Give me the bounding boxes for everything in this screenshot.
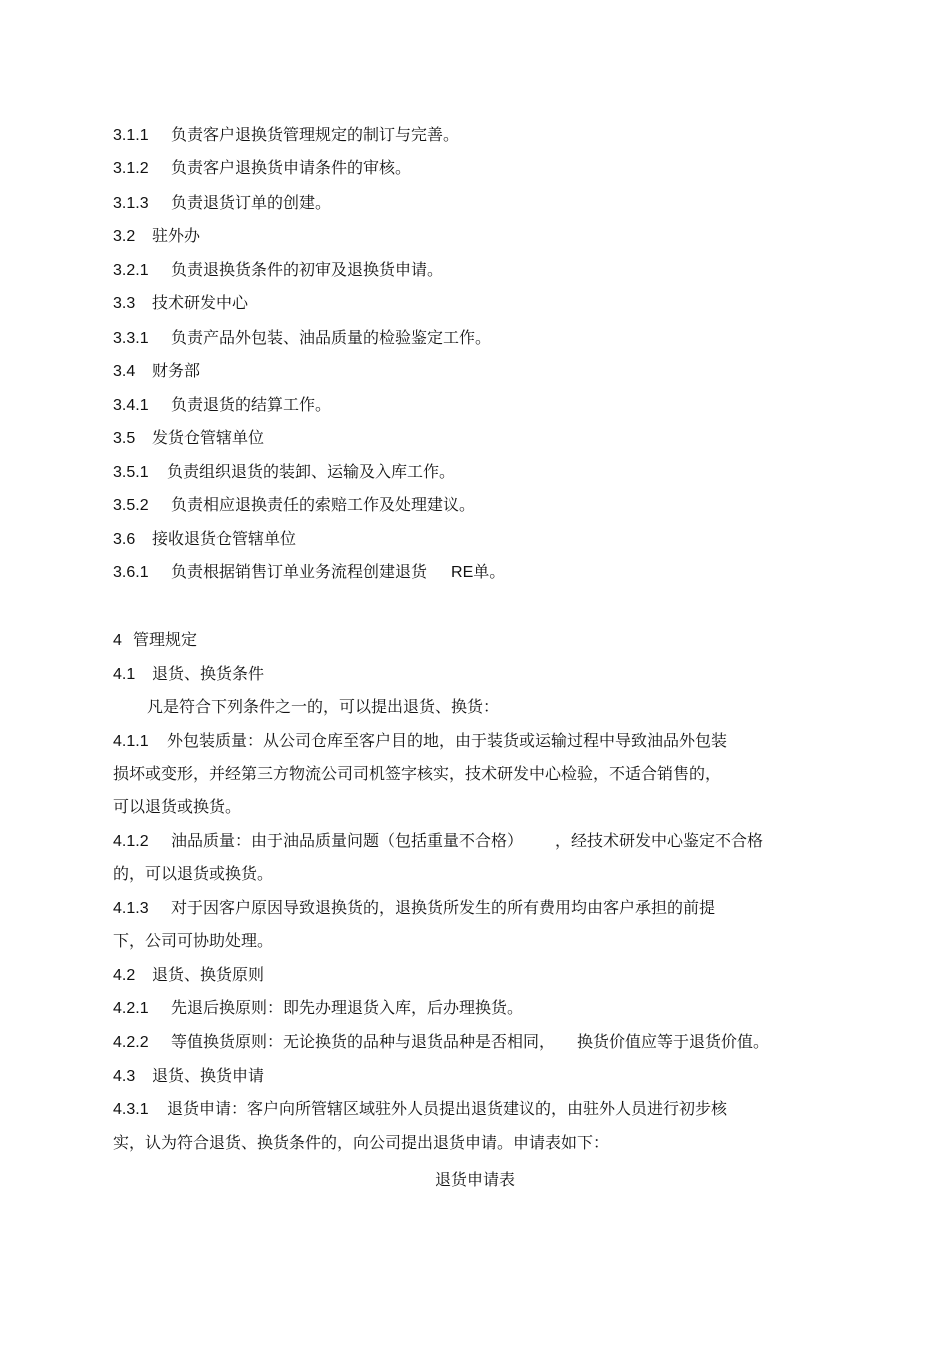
clause-number: 3.4.1 (113, 397, 149, 414)
table-caption (0, 1170, 950, 1190)
clause-text-tail: ，经技术研发中心鉴定不合格 (555, 831, 764, 850)
clause-4-1-2 (113, 831, 763, 852)
clause-4-1-1-cont-2 (113, 797, 241, 817)
clause-number: 3.2 (113, 228, 136, 245)
paragraph-text: 凡是符合下列条件之一的，可以提出退货、换货： (147, 697, 500, 716)
clause-text-tail: RE单。 (451, 564, 506, 581)
clause-number: 3.4 (113, 363, 136, 380)
clause-text: 发货仓管辖单位 (152, 428, 265, 447)
clause-number: 3.3 (113, 295, 136, 312)
clause-number: 4.1 (113, 666, 136, 683)
clause-number: 4.2 (113, 967, 136, 984)
clause-text: 先退后换原则：即先办理退货入库，后办理换货。 (171, 998, 524, 1017)
clause-number: 3.5 (113, 430, 136, 447)
clause-4-1-1 (113, 731, 727, 752)
clause-text: 可以退货或换货。 (113, 797, 242, 816)
clause-3-6-1 (113, 562, 505, 583)
clause-number: 4.1.3 (113, 900, 149, 917)
clause-4-1-3 (113, 898, 715, 919)
clause-text: 下，公司可协助处理。 (113, 931, 274, 950)
clause-text: 退货、换货原则 (152, 965, 265, 984)
clause-number: 3.2.1 (113, 262, 149, 279)
paragraph-intro (147, 697, 499, 717)
clause-text: 负责客户退换货申请条件的审核。 (171, 158, 412, 177)
clause-text: 实，认为符合退货、换货条件的，向公司提出退货申请。申请表如下： (113, 1133, 610, 1152)
clause-text: 油品质量：由于油品质量问题（包括重量不合格） (171, 831, 524, 850)
clause-text: 的，可以退货或换货。 (113, 864, 274, 883)
clause-text: 退货申请：客户向所管辖区域驻外人员提出退货建议的，由驻外人员进行初步核 (167, 1099, 728, 1118)
heading-4-3 (113, 1066, 264, 1087)
clause-number: 3.1.1 (113, 127, 149, 144)
clause-text: 退货、换货申请 (152, 1066, 265, 1085)
clause-3-5-2 (113, 495, 475, 516)
clause-number: 4.2.1 (113, 1000, 149, 1017)
clause-text: 财务部 (152, 361, 201, 380)
clause-text: 接收退货仓管辖单位 (152, 529, 297, 548)
clause-number: 3.1.3 (113, 195, 149, 212)
clause-text: 负责客户退换货管理规定的制订与完善。 (171, 125, 460, 144)
clause-number: 4.3.1 (113, 1101, 149, 1118)
clause-text: 负责根据销售订单业务流程创建退货 (171, 562, 428, 581)
heading-3-3 (113, 293, 248, 314)
clause-number: 3.1.2 (113, 160, 149, 177)
clause-number: 4.1.1 (113, 733, 149, 750)
clause-text: 负责组织退货的装卸、运输及入库工作。 (167, 462, 456, 481)
clause-text: 负责退货的结算工作。 (171, 395, 332, 414)
clause-4-1-3-cont (113, 931, 273, 951)
clause-text: 驻外办 (152, 226, 201, 245)
clause-4-1-2-cont (113, 864, 273, 884)
clause-3-3-1 (113, 328, 491, 349)
clause-4-3-1-cont (113, 1133, 609, 1153)
heading-3-5 (113, 428, 264, 449)
heading-3-2 (113, 226, 200, 247)
clause-number: 4.2.2 (113, 1034, 149, 1051)
clause-text: 损坏或变形，并经第三方物流公司司机签字核实，技术研发中心检验，不适合销售的， (113, 764, 722, 783)
section-heading-4 (113, 630, 197, 651)
clause-number: 3.5.2 (113, 497, 149, 514)
clause-text: 对于因客户原因导致退换货的，退换货所发生的所有费用均由客户承担的前提 (171, 898, 716, 917)
clause-3-5-1 (113, 462, 455, 483)
clause-3-1-2 (113, 158, 411, 179)
clause-4-3-1 (113, 1099, 727, 1120)
heading-4-1 (113, 664, 264, 685)
clause-number: 4.3 (113, 1068, 136, 1085)
section-title: 管理规定 (133, 630, 198, 649)
heading-3-6 (113, 529, 296, 550)
clause-text: 外包装质量：从公司仓库至客户目的地，由于装货或运输过程中导致油品外包装 (167, 731, 728, 750)
clause-number: 3.6 (113, 531, 136, 548)
clause-3-2-1 (113, 260, 443, 281)
clause-4-2-1 (113, 998, 523, 1019)
clause-text: 等值换货原则：无论换货的品种与退货品种是否相同， (171, 1032, 556, 1051)
heading-4-2 (113, 965, 264, 986)
clause-number: 3.5.1 (113, 464, 149, 481)
clause-4-2-2 (113, 1032, 769, 1053)
clause-text: 负责退换货条件的初审及退换货申请。 (171, 260, 444, 279)
clause-3-1-3 (113, 193, 331, 214)
clause-text: 负责退货订单的创建。 (171, 193, 332, 212)
clause-text: 负责相应退换责任的索赔工作及处理建议。 (171, 495, 476, 514)
table-title: 退货申请表 (434, 1170, 515, 1189)
clause-3-4-1 (113, 395, 331, 416)
clause-number: 3.3.1 (113, 330, 149, 347)
clause-text: 退货、换货条件 (152, 664, 265, 683)
clause-text: 负责产品外包装、油品质量的检验鉴定工作。 (171, 328, 492, 347)
clause-3-1-1 (113, 125, 459, 146)
clause-number: 3.6.1 (113, 564, 149, 581)
clause-4-1-1-cont-1 (113, 764, 721, 784)
clause-number: 4.1.2 (113, 833, 149, 850)
section-number: 4 (113, 632, 122, 649)
heading-3-4 (113, 361, 200, 382)
clause-text: 技术研发中心 (152, 293, 249, 312)
clause-text-tail: 换货价值应等于退货价值。 (577, 1032, 770, 1051)
